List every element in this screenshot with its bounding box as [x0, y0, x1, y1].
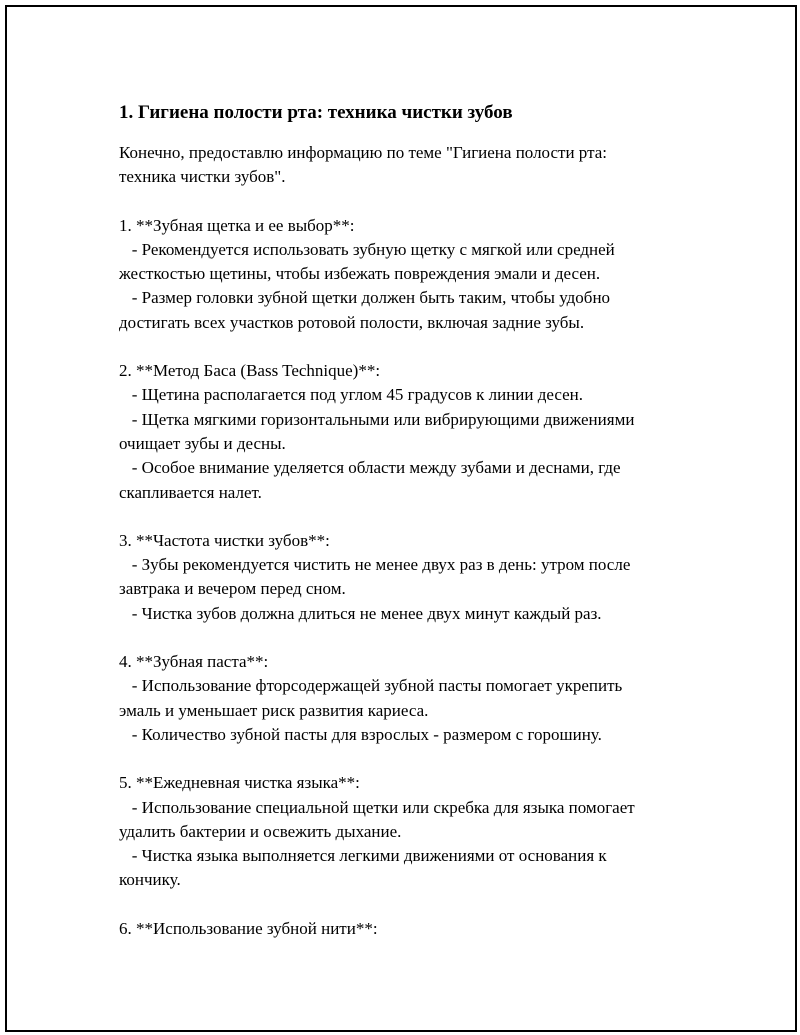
section-toothpaste	[119, 650, 709, 747]
section-heading: 5. **Ежедневная чистка языка**:	[119, 773, 360, 793]
section-line: - Щетина располагается под углом 45 градусов к линии десен.	[119, 385, 584, 405]
section-heading: 6. **Использование зубной нити**:	[119, 918, 378, 938]
section-line: завтрака и вечером перед сном.	[119, 579, 346, 599]
section-line: очищает зубы и десны.	[119, 433, 286, 453]
section-bass-technique	[119, 359, 709, 505]
section-line: эмаль и уменьшает риск развития кариеса.	[119, 700, 429, 720]
document-body	[119, 100, 709, 965]
section-line: достигать всех участков ротовой полости, включая задние зубы.	[119, 312, 585, 332]
section-line: - Рекомендуется использовать зубную щетку с мягкой или средней	[119, 239, 615, 259]
section-heading: 2. **Метод Баса (Bass Technique)**:	[119, 361, 381, 381]
section-dental-floss	[119, 917, 709, 941]
section-heading: 3. **Частота чистки зубов**:	[119, 530, 330, 550]
section-brushing-frequency	[119, 529, 709, 626]
section-line: - Использование фторсодержащей зубной пасты помогает укрепить	[119, 676, 623, 696]
section-line: удалить бактерии и освежить дыхание.	[119, 821, 402, 841]
page-frame	[5, 5, 797, 1032]
intro-line: техника чистки зубов".	[119, 167, 286, 187]
section-heading: 4. **Зубная паста**:	[119, 652, 269, 672]
section-line: - Количество зубной пасты для взрослых - размером с горошину.	[119, 724, 602, 744]
section-heading: 1. **Зубная щетка и ее выбор**:	[119, 215, 355, 235]
section-line: - Размер головки зубной щетки должен быть таким, чтобы удобно	[119, 288, 611, 308]
section-tongue-cleaning	[119, 771, 709, 892]
intro-paragraph	[119, 141, 709, 190]
section-line: кончику.	[119, 870, 181, 890]
section-line: жесткостью щетины, чтобы избежать повреждения эмали и десен.	[119, 264, 601, 284]
document-title: 1. Гигиена полости рта: техника чистки зубов	[119, 102, 513, 123]
section-line: скапливается налет.	[119, 482, 262, 502]
section-line: - Особое внимание уделяется области между зубами и деснами, где	[119, 458, 621, 478]
section-toothbrush-choice	[119, 214, 709, 335]
section-line: - Зубы рекомендуется чистить не менее двух раз в день: утром после	[119, 555, 631, 575]
section-line: - Чистка языка выполняется легкими движениями от основания к	[119, 846, 607, 866]
intro-line: Конечно, предоставлю информацию по теме "Гигиена полости рта:	[119, 143, 607, 162]
section-line: - Щетка мягкими горизонтальными или вибрирующими движениями	[119, 409, 635, 429]
section-line: - Чистка зубов должна длиться не менее двух минут каждый раз.	[119, 603, 602, 623]
section-line: - Использование специальной щетки или скребка для языка помогает	[119, 797, 635, 817]
